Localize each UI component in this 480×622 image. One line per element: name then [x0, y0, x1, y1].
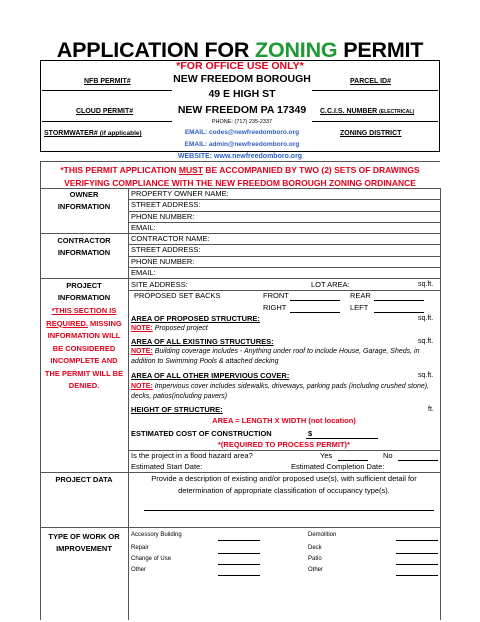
work-change-of-use-input[interactable]: [218, 564, 260, 565]
contractor-street-field[interactable]: STREET ADDRESS:: [131, 245, 201, 254]
note-coverage-2: addition to Swimming Pools & attached decking: [131, 358, 279, 365]
contractor-name-field[interactable]: CONTRACTOR NAME:: [131, 234, 210, 243]
start-date-field[interactable]: Estimated Start Date:: [131, 462, 203, 471]
owner-label-2: INFORMATION: [57, 202, 111, 211]
work-other-left-input[interactable]: [218, 575, 260, 576]
email-codes: EMAIL: codes@newfreedomboro.org: [184, 129, 300, 136]
work-other-left: Other: [131, 567, 147, 573]
ft-unit: ft.: [428, 406, 434, 413]
project-label-2: INFORMATION: [57, 293, 111, 302]
project-data-desc-2: determination of appropriate classification of occupancy type(s).: [178, 486, 390, 495]
work-patio: Patio: [308, 556, 322, 562]
project-data-input-line[interactable]: [144, 510, 434, 511]
note-impervious-2: decks, patios(including pavers): [131, 393, 228, 400]
cost-label: ESTIMATED COST OF CONSTRUCTION: [131, 429, 272, 438]
ccis-number-label: C.C.I.S. NUMBER (ELECTRICAL): [320, 108, 415, 115]
work-label-2: IMPROVEMENT: [56, 544, 112, 553]
setbacks-label: PROPOSED SET BACKS: [134, 291, 221, 300]
work-accessory-building: Accessory Building: [131, 532, 182, 538]
proposed-structure-label: AREA OF PROPOSED STRUCTURE:: [131, 314, 260, 323]
owner-label-1: OWNER: [69, 190, 99, 199]
project-data-desc-1: Provide a description of existing and/or proposed use(s), with sufficient detail for: [151, 474, 417, 483]
work-other-right: Other: [308, 567, 324, 573]
note-coverage-1: NOTE: Building coverage includes - Anything under roof to include House, Garage, Sheds, in: [131, 348, 420, 355]
zoning-district-label: ZONING DISTRICT: [340, 130, 402, 137]
flood-question: Is the project in a flood hazard area?: [131, 451, 253, 460]
borough-name: NEW FREEDOM BOROUGH: [173, 73, 311, 85]
work-repair-input[interactable]: [218, 553, 260, 554]
work-other-right-input[interactable]: [396, 575, 438, 576]
borough-street: 49 E HIGH ST: [208, 88, 276, 100]
impervious-cover-label: AREA OF ALL OTHER IMPERVIOUS COVER:: [131, 371, 290, 380]
contractor-email-field[interactable]: EMAIL:: [131, 268, 156, 277]
borough-city: NEW FREEDOM PA 17349: [177, 104, 307, 116]
area-formula: AREA = LENGTH X WIDTH (not location): [212, 416, 356, 425]
work-demolition: Demolition: [308, 532, 337, 538]
work-repair: Repair: [131, 545, 149, 551]
owner-phone-field[interactable]: PHONE NUMBER:: [131, 212, 195, 221]
site-address-field[interactable]: SITE ADDRESS:: [131, 280, 188, 289]
borough-phone: PHONE: (717) 235-2337: [211, 119, 273, 125]
right-label: RIGHT: [263, 303, 287, 312]
flood-no[interactable]: No: [383, 451, 393, 460]
existing-structures-label: AREA OF ALL EXISTING STRUCTURES:: [131, 337, 274, 346]
lot-area-field[interactable]: LOT AREA:: [311, 280, 350, 289]
height-label: HEIGHT OF STRUCTURE:: [131, 405, 223, 414]
owner-email-field[interactable]: EMAIL:: [131, 223, 156, 232]
flood-yes[interactable]: Yes: [320, 451, 333, 460]
rear-label: REAR: [350, 291, 371, 300]
cost-required-note: *(REQUIRED TO PROCESS PERMIT)*: [218, 440, 350, 449]
owner-street-field[interactable]: STREET ADDRESS:: [131, 200, 201, 209]
owner-name-field[interactable]: PROPERTY OWNER NAME:: [131, 189, 229, 198]
notice-line-1: *THIS PERMIT APPLICATION MUST BE ACCOMPANIED BY TWO (2) SETS OF DRAWINGS: [60, 165, 420, 175]
sqft-unit: sq.ft.: [418, 281, 434, 288]
work-deck: Deck: [308, 545, 322, 551]
stormwater-label: STORMWATER# (if applicable): [44, 130, 142, 137]
front-label: FRONT: [263, 291, 289, 300]
contractor-label-1: CONTRACTOR: [57, 236, 111, 245]
notice-line-2: VERIFYING COMPLIANCE WITH THE NEW FREEDOM BOROUGH ZONING ORDINANCE: [64, 178, 416, 188]
nfb-permit-label: NFB PERMIT#: [84, 78, 131, 85]
parcel-id-label: PARCEL ID#: [350, 78, 391, 85]
work-label-1: TYPE OF WORK OR: [48, 532, 120, 541]
contractor-label-2: INFORMATION: [57, 248, 111, 257]
note-impervious-1: NOTE: Impervious cover includes sidewalks, driveways, parking pads (including crushed stone),: [131, 383, 430, 390]
sqft-existing: sq.ft.: [418, 338, 434, 345]
completion-date-field[interactable]: Estimated Completion Date:: [291, 462, 385, 471]
email-admin: EMAIL: admin@newfreedomboro.org: [184, 141, 300, 148]
work-change-of-use: Change of Use: [131, 556, 172, 562]
website: WEBSITE: www.newfreedomboro.org: [177, 153, 303, 160]
work-demolition-input[interactable]: [396, 540, 438, 541]
project-label-1: PROJECT: [66, 281, 102, 290]
contractor-phone-field[interactable]: PHONE NUMBER:: [131, 257, 195, 266]
sqft-impervious: sq.ft.: [418, 372, 434, 379]
cloud-permit-label: CLOUD PERMIT#: [76, 108, 134, 115]
project-data-label: PROJECT DATA: [55, 475, 113, 484]
work-deck-input[interactable]: [396, 553, 438, 554]
cost-dollar: $: [308, 429, 313, 438]
project-required-note: *THIS SECTION IS REQUIRED. MISSING INFORMATION WILL BE CONSIDERED INCOMPLETE AND THE PERMIT WILL BE DENIED.: [44, 306, 124, 390]
left-label: LEFT: [350, 303, 369, 312]
work-accessory-building-input[interactable]: [218, 540, 260, 541]
note-proposed: NOTE: Proposed project: [131, 325, 208, 332]
sqft-proposed: sq.ft.: [418, 315, 434, 322]
office-use-header: *FOR OFFICE USE ONLY*: [176, 60, 304, 72]
work-patio-input[interactable]: [396, 564, 438, 565]
page-title: APPLICATION FOR ZONING PERMIT: [56, 38, 424, 62]
